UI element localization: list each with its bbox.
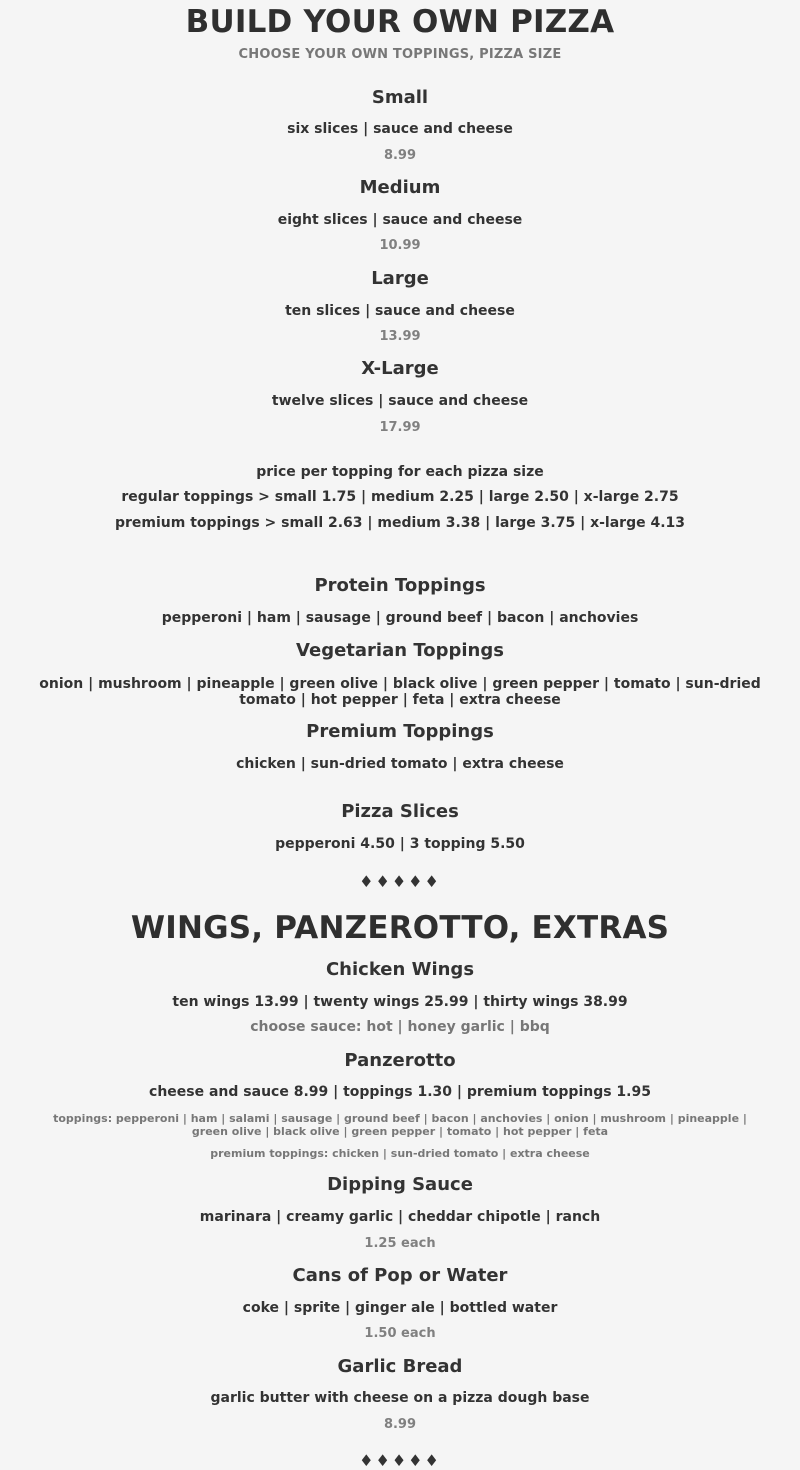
size-large-price: 13.99 [379,329,421,344]
section-subtitle-build: CHOOSE YOUR OWN TOPPINGS, PIZZA SIZE [238,47,562,62]
size-large-name: Large [371,268,429,289]
size-small-desc: six slices | sauce and cheese [287,121,513,137]
dipping-sauce-price: 1.25 each [364,1236,436,1251]
size-medium-desc: eight slices | sauce and cheese [277,212,523,228]
pizza-slices-list: pepperoni 4.50 | 3 topping 5.50 [275,836,525,852]
pop-water-title: Cans of Pop or Water [292,1265,508,1286]
size-xlarge-price: 17.99 [379,420,421,435]
size-xlarge-desc: twelve slices | sauce and cheese [271,393,529,409]
panzerotto-prices: cheese and sauce 8.99 | toppings 1.30 | premium toppings 1.95 [149,1084,651,1100]
topping-price-heading: price per topping for each pizza size [256,464,544,480]
panzerotto-title: Panzerotto [344,1050,456,1071]
protein-toppings-title: Protein Toppings [314,575,486,596]
garlic-bread-price: 8.99 [383,1417,417,1432]
size-small-price: 8.99 [383,148,417,163]
chicken-wings-prices: ten wings 13.99 | twenty wings 25.99 | thirty wings 38.99 [172,994,628,1010]
pizza-slices-title: Pizza Slices [341,801,459,822]
premium-toppings-list: chicken | sun-dried tomato | extra cheese [236,756,564,772]
protein-toppings-list: pepperoni | ham | sausage | ground beef | bacon | anchovies [161,610,639,626]
section-title-build: BUILD YOUR OWN PIZZA [185,4,615,40]
diamond-divider-bottom: ♦♦♦♦♦ [359,1451,441,1470]
panzerotto-premium-toppings: premium toppings: chicken | sun-dried tomato | extra cheese [210,1147,590,1160]
vegetarian-toppings-title: Vegetarian Toppings [296,640,504,661]
garlic-bread-desc: garlic butter with cheese on a pizza dough base [210,1390,590,1406]
dipping-sauce-list: marinara | creamy garlic | cheddar chipotle | ranch [199,1209,601,1225]
pop-water-list: coke | sprite | ginger ale | bottled water [242,1300,558,1316]
premium-toppings-title: Premium Toppings [306,721,494,742]
panzerotto-toppings: toppings: pepperoni | ham | salami | sausage | ground beef | bacon | anchovies | onion | mushroom | pineapple | green olive | black olive | green pepper | tomato | hot pepper | feta [53,1112,747,1138]
pop-water-price: 1.50 each [364,1326,436,1341]
diamond-divider: ♦♦♦♦♦ [359,872,441,891]
section-title-extras: WINGS, PANZEROTTO, EXTRAS [130,910,670,946]
dipping-sauce-title: Dipping Sauce [327,1174,473,1195]
premium-topping-prices: premium toppings > small 2.63 | medium 3.38 | large 3.75 | x-large 4.13 [114,515,686,531]
garlic-bread-title: Garlic Bread [337,1356,463,1377]
size-medium-name: Medium [359,177,441,198]
size-small-name: Small [371,87,429,108]
size-xlarge-name: X-Large [361,358,439,379]
chicken-wings-title: Chicken Wings [325,959,475,980]
size-large-desc: ten slices | sauce and cheese [285,303,515,319]
size-medium-price: 10.99 [379,238,421,253]
regular-topping-prices: regular toppings > small 1.75 | medium 2.25 | large 2.50 | x-large 2.75 [121,489,679,505]
vegetarian-toppings-list: onion | mushroom | pineapple | green olive | black olive | green pepper | tomato | sun-dried tomato | hot pepper | feta | extra cheese [39,676,761,708]
chicken-wings-sauce: choose sauce: hot | honey garlic | bbq [250,1019,550,1035]
